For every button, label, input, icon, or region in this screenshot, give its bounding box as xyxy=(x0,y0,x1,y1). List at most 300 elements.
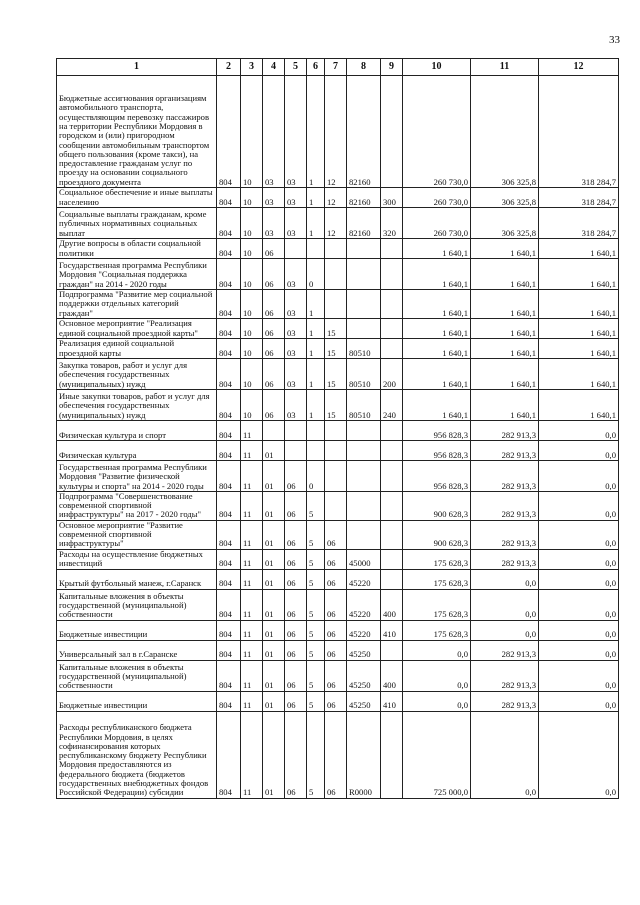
code-cell: 06 xyxy=(263,338,285,358)
code-cell: 1 xyxy=(307,208,325,239)
amount-cell: 306 325,8 xyxy=(471,208,539,239)
col-header: 7 xyxy=(325,59,347,76)
code-cell: 45220 xyxy=(347,589,381,620)
row-name: Другие вопросы в области социальной политики xyxy=(57,239,217,259)
amount-cell: 0,0 xyxy=(539,691,619,711)
code-cell: 410 xyxy=(381,620,403,640)
col-header: 11 xyxy=(471,59,539,76)
code-cell xyxy=(381,420,403,440)
amount-cell: 0,0 xyxy=(539,640,619,660)
code-cell xyxy=(347,259,381,290)
code-cell xyxy=(381,460,403,491)
code-cell: 45220 xyxy=(347,620,381,640)
amount-cell: 725 000,0 xyxy=(403,711,471,798)
row-name: Расходы республиканского бюджета Республики Мордовия, в целях софинансирования которых республиканскому бюджету Республики Мордовия предоставляются из федерального бюджета (бюджетов государственных внебюджетных фондов Российской Федерации) субсидии xyxy=(57,711,217,798)
amount-cell: 956 828,3 xyxy=(403,460,471,491)
code-cell: 410 xyxy=(381,691,403,711)
code-cell: 06 xyxy=(263,318,285,338)
code-cell: 300 xyxy=(381,188,403,208)
code-cell: 11 xyxy=(241,440,263,460)
amount-cell: 0,0 xyxy=(539,589,619,620)
code-cell: 06 xyxy=(263,358,285,389)
code-cell: 15 xyxy=(325,338,347,358)
code-cell xyxy=(325,440,347,460)
code-cell xyxy=(381,491,403,520)
amount-cell: 175 628,3 xyxy=(403,569,471,589)
amount-cell: 0,0 xyxy=(471,620,539,640)
code-cell: 45220 xyxy=(347,569,381,589)
code-cell xyxy=(325,259,347,290)
amount-cell: 0,0 xyxy=(403,640,471,660)
code-cell: 06 xyxy=(325,620,347,640)
code-cell: 240 xyxy=(381,389,403,420)
table-row xyxy=(57,569,619,589)
row-name: Закупка товаров, работ и услуг для обеспечения государственных (муниципальных) нужд xyxy=(57,358,217,389)
amount-cell: 175 628,3 xyxy=(403,549,471,569)
amount-cell: 0,0 xyxy=(471,589,539,620)
table-row xyxy=(57,491,619,520)
code-cell: 1 xyxy=(307,338,325,358)
code-cell: 5 xyxy=(307,640,325,660)
code-cell: 11 xyxy=(241,520,263,549)
code-cell: 1 xyxy=(307,389,325,420)
code-cell xyxy=(381,239,403,259)
amount-cell: 282 913,3 xyxy=(471,440,539,460)
code-cell xyxy=(381,338,403,358)
code-cell: 45250 xyxy=(347,640,381,660)
table-row xyxy=(57,76,619,188)
amount-cell: 0,0 xyxy=(471,569,539,589)
amount-cell: 1 640,1 xyxy=(403,389,471,420)
amount-cell: 0,0 xyxy=(539,620,619,640)
code-cell: 804 xyxy=(217,569,241,589)
row-name: Капитальные вложения в объекты государственной (муниципальной) собственности xyxy=(57,660,217,691)
amount-cell: 1 640,1 xyxy=(539,259,619,290)
code-cell: 06 xyxy=(263,389,285,420)
row-name: Бюджетные инвестиции xyxy=(57,620,217,640)
code-cell: R0000 xyxy=(347,711,381,798)
table-row xyxy=(57,589,619,620)
code-cell: 06 xyxy=(285,460,307,491)
code-cell: 5 xyxy=(307,620,325,640)
row-name: Подпрограмма "Совершенствование современной спортивной инфраструктуры" на 2017 - 2020 годы" xyxy=(57,491,217,520)
row-name: Социальные выплаты гражданам, кроме публичных нормативных социальных выплат xyxy=(57,208,217,239)
budget-table xyxy=(56,58,619,799)
amount-cell: 956 828,3 xyxy=(403,420,471,440)
code-cell: 5 xyxy=(307,520,325,549)
amount-cell: 900 628,3 xyxy=(403,520,471,549)
code-cell: 06 xyxy=(325,569,347,589)
code-cell: 01 xyxy=(263,660,285,691)
code-cell xyxy=(381,711,403,798)
amount-cell: 1 640,1 xyxy=(539,389,619,420)
amount-cell: 318 284,7 xyxy=(539,208,619,239)
code-cell xyxy=(285,420,307,440)
code-cell: 12 xyxy=(325,76,347,188)
amount-cell: 282 913,3 xyxy=(471,660,539,691)
row-name: Расходы на осуществление бюджетных инвестиций xyxy=(57,549,217,569)
amount-cell: 0,0 xyxy=(539,520,619,549)
code-cell: 11 xyxy=(241,549,263,569)
table-row xyxy=(57,691,619,711)
amount-cell: 0,0 xyxy=(539,660,619,691)
code-cell: 01 xyxy=(263,549,285,569)
code-cell: 804 xyxy=(217,440,241,460)
code-cell: 03 xyxy=(285,318,307,338)
code-cell xyxy=(307,440,325,460)
row-name: Физическая культура и спорт xyxy=(57,420,217,440)
page-number: 33 xyxy=(609,34,620,46)
code-cell: 10 xyxy=(241,389,263,420)
code-cell: 01 xyxy=(263,589,285,620)
code-cell: 804 xyxy=(217,691,241,711)
amount-cell: 1 640,1 xyxy=(471,318,539,338)
code-cell: 06 xyxy=(285,569,307,589)
code-cell: 10 xyxy=(241,76,263,188)
amount-cell: 1 640,1 xyxy=(539,239,619,259)
amount-cell: 0,0 xyxy=(403,660,471,691)
amount-cell: 1 640,1 xyxy=(403,239,471,259)
amount-cell: 318 284,7 xyxy=(539,76,619,188)
row-name: Физическая культура xyxy=(57,440,217,460)
table-row xyxy=(57,259,619,290)
code-cell: 10 xyxy=(241,338,263,358)
amount-cell: 260 730,0 xyxy=(403,76,471,188)
amount-cell: 282 913,3 xyxy=(471,491,539,520)
code-cell: 11 xyxy=(241,420,263,440)
code-cell: 11 xyxy=(241,569,263,589)
table-row xyxy=(57,358,619,389)
row-name: Основное мероприятие "Развитие современной спортивной инфраструктуры" xyxy=(57,520,217,549)
code-cell xyxy=(347,239,381,259)
col-header: 12 xyxy=(539,59,619,76)
table-row xyxy=(57,188,619,208)
code-cell xyxy=(325,239,347,259)
code-cell: 01 xyxy=(263,460,285,491)
code-cell: 11 xyxy=(241,660,263,691)
row-name: Основное мероприятие "Реализация единой социальной проездной карты" xyxy=(57,318,217,338)
code-cell: 01 xyxy=(263,711,285,798)
code-cell: 11 xyxy=(241,460,263,491)
code-cell: 80510 xyxy=(347,389,381,420)
code-cell: 0 xyxy=(307,259,325,290)
code-cell: 804 xyxy=(217,389,241,420)
code-cell: 01 xyxy=(263,491,285,520)
table-row xyxy=(57,208,619,239)
code-cell: 11 xyxy=(241,691,263,711)
code-cell xyxy=(347,491,381,520)
code-cell: 03 xyxy=(285,290,307,319)
amount-cell: 306 325,8 xyxy=(471,188,539,208)
code-cell: 06 xyxy=(285,711,307,798)
col-header: 3 xyxy=(241,59,263,76)
code-cell: 804 xyxy=(217,259,241,290)
table-row xyxy=(57,290,619,319)
code-cell: 03 xyxy=(285,358,307,389)
amount-cell: 1 640,1 xyxy=(539,338,619,358)
code-cell xyxy=(381,440,403,460)
code-cell: 01 xyxy=(263,520,285,549)
amount-cell: 1 640,1 xyxy=(471,259,539,290)
code-cell: 01 xyxy=(263,440,285,460)
table-row xyxy=(57,440,619,460)
header-row xyxy=(57,59,619,76)
table-row xyxy=(57,460,619,491)
col-header: 4 xyxy=(263,59,285,76)
row-name: Реализация единой социальной проездной карты xyxy=(57,338,217,358)
code-cell: 03 xyxy=(285,188,307,208)
code-cell: 06 xyxy=(325,711,347,798)
amount-cell: 1 640,1 xyxy=(471,358,539,389)
code-cell: 06 xyxy=(325,520,347,549)
code-cell: 03 xyxy=(285,338,307,358)
code-cell: 01 xyxy=(263,620,285,640)
code-cell: 5 xyxy=(307,549,325,569)
code-cell: 804 xyxy=(217,188,241,208)
code-cell: 0 xyxy=(307,460,325,491)
table-row xyxy=(57,520,619,549)
amount-cell: 282 913,3 xyxy=(471,640,539,660)
code-cell: 80510 xyxy=(347,338,381,358)
code-cell xyxy=(381,290,403,319)
col-header: 1 xyxy=(57,59,217,76)
row-name: Бюджетные инвестиции xyxy=(57,691,217,711)
code-cell xyxy=(381,549,403,569)
code-cell: 06 xyxy=(285,520,307,549)
code-cell: 82160 xyxy=(347,208,381,239)
amount-cell: 318 284,7 xyxy=(539,188,619,208)
code-cell: 200 xyxy=(381,358,403,389)
code-cell: 45250 xyxy=(347,660,381,691)
code-cell: 06 xyxy=(263,290,285,319)
code-cell: 80510 xyxy=(347,358,381,389)
code-cell: 15 xyxy=(325,389,347,420)
code-cell xyxy=(325,420,347,440)
col-header: 5 xyxy=(285,59,307,76)
code-cell xyxy=(307,420,325,440)
table-row xyxy=(57,389,619,420)
row-name: Государственная программа Республики Мордовия "Развитие физической культуры и спорта" на 2014 - 2020 годы xyxy=(57,460,217,491)
row-name: Крытый футбольный манеж, г.Саранск xyxy=(57,569,217,589)
code-cell: 804 xyxy=(217,491,241,520)
code-cell: 1 xyxy=(307,76,325,188)
amount-cell: 1 640,1 xyxy=(403,358,471,389)
amount-cell: 0,0 xyxy=(539,460,619,491)
amount-cell: 0,0 xyxy=(539,440,619,460)
code-cell: 06 xyxy=(325,589,347,620)
code-cell: 5 xyxy=(307,660,325,691)
col-header: 6 xyxy=(307,59,325,76)
code-cell xyxy=(325,491,347,520)
amount-cell: 956 828,3 xyxy=(403,440,471,460)
code-cell: 5 xyxy=(307,589,325,620)
code-cell: 15 xyxy=(325,318,347,338)
code-cell: 1 xyxy=(307,290,325,319)
code-cell: 06 xyxy=(325,660,347,691)
code-cell: 12 xyxy=(325,208,347,239)
code-cell xyxy=(347,290,381,319)
code-cell: 11 xyxy=(241,711,263,798)
code-cell: 11 xyxy=(241,620,263,640)
amount-cell: 0,0 xyxy=(539,711,619,798)
code-cell: 5 xyxy=(307,711,325,798)
code-cell xyxy=(347,440,381,460)
amount-cell: 1 640,1 xyxy=(539,318,619,338)
code-cell: 03 xyxy=(285,208,307,239)
code-cell: 06 xyxy=(325,640,347,660)
code-cell: 03 xyxy=(285,76,307,188)
amount-cell: 0,0 xyxy=(539,569,619,589)
code-cell xyxy=(347,460,381,491)
code-cell: 01 xyxy=(263,640,285,660)
code-cell: 03 xyxy=(285,259,307,290)
code-cell: 5 xyxy=(307,491,325,520)
code-cell: 1 xyxy=(307,188,325,208)
row-name: Бюджетные ассигнования организациям автомобильного транспорта, осуществляющим перевозку пассажиров на территории Республики Мордовия в городском и (или) пригородном сообщении автомобильным транспортом общего пользования (кроме такси), на предоставление гражданам услуг по проезду на основании социального проездного документа xyxy=(57,76,217,188)
code-cell: 06 xyxy=(285,549,307,569)
code-cell: 03 xyxy=(285,389,307,420)
code-cell: 45250 xyxy=(347,691,381,711)
code-cell: 03 xyxy=(263,188,285,208)
amount-cell: 1 640,1 xyxy=(539,290,619,319)
code-cell: 82160 xyxy=(347,76,381,188)
code-cell xyxy=(381,76,403,188)
table-row xyxy=(57,620,619,640)
amount-cell: 0,0 xyxy=(539,420,619,440)
code-cell: 06 xyxy=(285,620,307,640)
code-cell: 1 xyxy=(307,358,325,389)
code-cell xyxy=(381,569,403,589)
code-cell: 11 xyxy=(241,589,263,620)
code-cell xyxy=(347,520,381,549)
code-cell: 10 xyxy=(241,208,263,239)
row-name: Иные закупки товаров, работ и услуг для обеспечения государственных (муниципальных) нужд xyxy=(57,389,217,420)
code-cell: 01 xyxy=(263,569,285,589)
amount-cell: 1 640,1 xyxy=(403,318,471,338)
table-row xyxy=(57,711,619,798)
code-cell: 804 xyxy=(217,640,241,660)
code-cell xyxy=(307,239,325,259)
table-row xyxy=(57,239,619,259)
amount-cell: 900 628,3 xyxy=(403,491,471,520)
code-cell: 804 xyxy=(217,549,241,569)
col-header: 9 xyxy=(381,59,403,76)
amount-cell: 282 913,3 xyxy=(471,420,539,440)
code-cell: 06 xyxy=(285,589,307,620)
amount-cell: 1 640,1 xyxy=(471,338,539,358)
amount-cell: 1 640,1 xyxy=(471,389,539,420)
amount-cell: 260 730,0 xyxy=(403,208,471,239)
table-row xyxy=(57,549,619,569)
row-name: Универсальный зал в г.Саранске xyxy=(57,640,217,660)
code-cell: 06 xyxy=(263,239,285,259)
amount-cell: 260 730,0 xyxy=(403,188,471,208)
code-cell: 06 xyxy=(285,640,307,660)
amount-cell: 0,0 xyxy=(539,549,619,569)
code-cell: 804 xyxy=(217,460,241,491)
code-cell: 400 xyxy=(381,589,403,620)
code-cell: 804 xyxy=(217,76,241,188)
code-cell: 10 xyxy=(241,239,263,259)
code-cell: 804 xyxy=(217,520,241,549)
code-cell: 804 xyxy=(217,620,241,640)
amount-cell: 282 913,3 xyxy=(471,520,539,549)
col-header: 2 xyxy=(217,59,241,76)
code-cell: 12 xyxy=(325,188,347,208)
code-cell xyxy=(347,420,381,440)
amount-cell: 0,0 xyxy=(403,691,471,711)
code-cell: 03 xyxy=(263,76,285,188)
code-cell xyxy=(381,640,403,660)
amount-cell: 1 640,1 xyxy=(539,358,619,389)
amount-cell: 306 325,8 xyxy=(471,76,539,188)
code-cell: 804 xyxy=(217,589,241,620)
code-cell: 06 xyxy=(285,691,307,711)
code-cell: 10 xyxy=(241,259,263,290)
code-cell: 320 xyxy=(381,208,403,239)
code-cell: 06 xyxy=(325,549,347,569)
amount-cell: 282 913,3 xyxy=(471,549,539,569)
code-cell: 11 xyxy=(241,640,263,660)
amount-cell: 282 913,3 xyxy=(471,691,539,711)
code-cell: 804 xyxy=(217,239,241,259)
code-cell: 10 xyxy=(241,290,263,319)
code-cell: 804 xyxy=(217,420,241,440)
code-cell: 1 xyxy=(307,318,325,338)
amount-cell: 175 628,3 xyxy=(403,620,471,640)
code-cell: 804 xyxy=(217,338,241,358)
table-row xyxy=(57,318,619,338)
table-row xyxy=(57,338,619,358)
code-cell: 10 xyxy=(241,188,263,208)
code-cell: 5 xyxy=(307,691,325,711)
code-cell: 804 xyxy=(217,290,241,319)
col-header: 10 xyxy=(403,59,471,76)
code-cell: 06 xyxy=(285,660,307,691)
code-cell: 03 xyxy=(263,208,285,239)
amount-cell: 1 640,1 xyxy=(471,239,539,259)
code-cell xyxy=(325,290,347,319)
code-cell: 10 xyxy=(241,358,263,389)
amount-cell: 282 913,3 xyxy=(471,460,539,491)
code-cell: 45000 xyxy=(347,549,381,569)
code-cell xyxy=(381,520,403,549)
code-cell xyxy=(285,440,307,460)
code-cell: 400 xyxy=(381,660,403,691)
table-row xyxy=(57,640,619,660)
amount-cell: 1 640,1 xyxy=(471,290,539,319)
table-row xyxy=(57,420,619,440)
code-cell: 06 xyxy=(325,691,347,711)
amount-cell: 0,0 xyxy=(471,711,539,798)
code-cell: 15 xyxy=(325,358,347,389)
code-cell xyxy=(347,318,381,338)
code-cell: 804 xyxy=(217,208,241,239)
row-name: Государственная программа Республики Мордовия "Социальная поддержка граждан" на 2014 - 2020 годы xyxy=(57,259,217,290)
amount-cell: 1 640,1 xyxy=(403,290,471,319)
code-cell xyxy=(381,259,403,290)
row-name: Подпрограмма "Развитие мер социальной поддержки отдельных категорий граждан" xyxy=(57,290,217,319)
code-cell: 11 xyxy=(241,491,263,520)
amount-cell: 0,0 xyxy=(539,491,619,520)
table-row xyxy=(57,660,619,691)
col-header: 8 xyxy=(347,59,381,76)
code-cell: 01 xyxy=(263,691,285,711)
code-cell: 804 xyxy=(217,660,241,691)
code-cell: 10 xyxy=(241,318,263,338)
code-cell: 804 xyxy=(217,358,241,389)
code-cell xyxy=(263,420,285,440)
